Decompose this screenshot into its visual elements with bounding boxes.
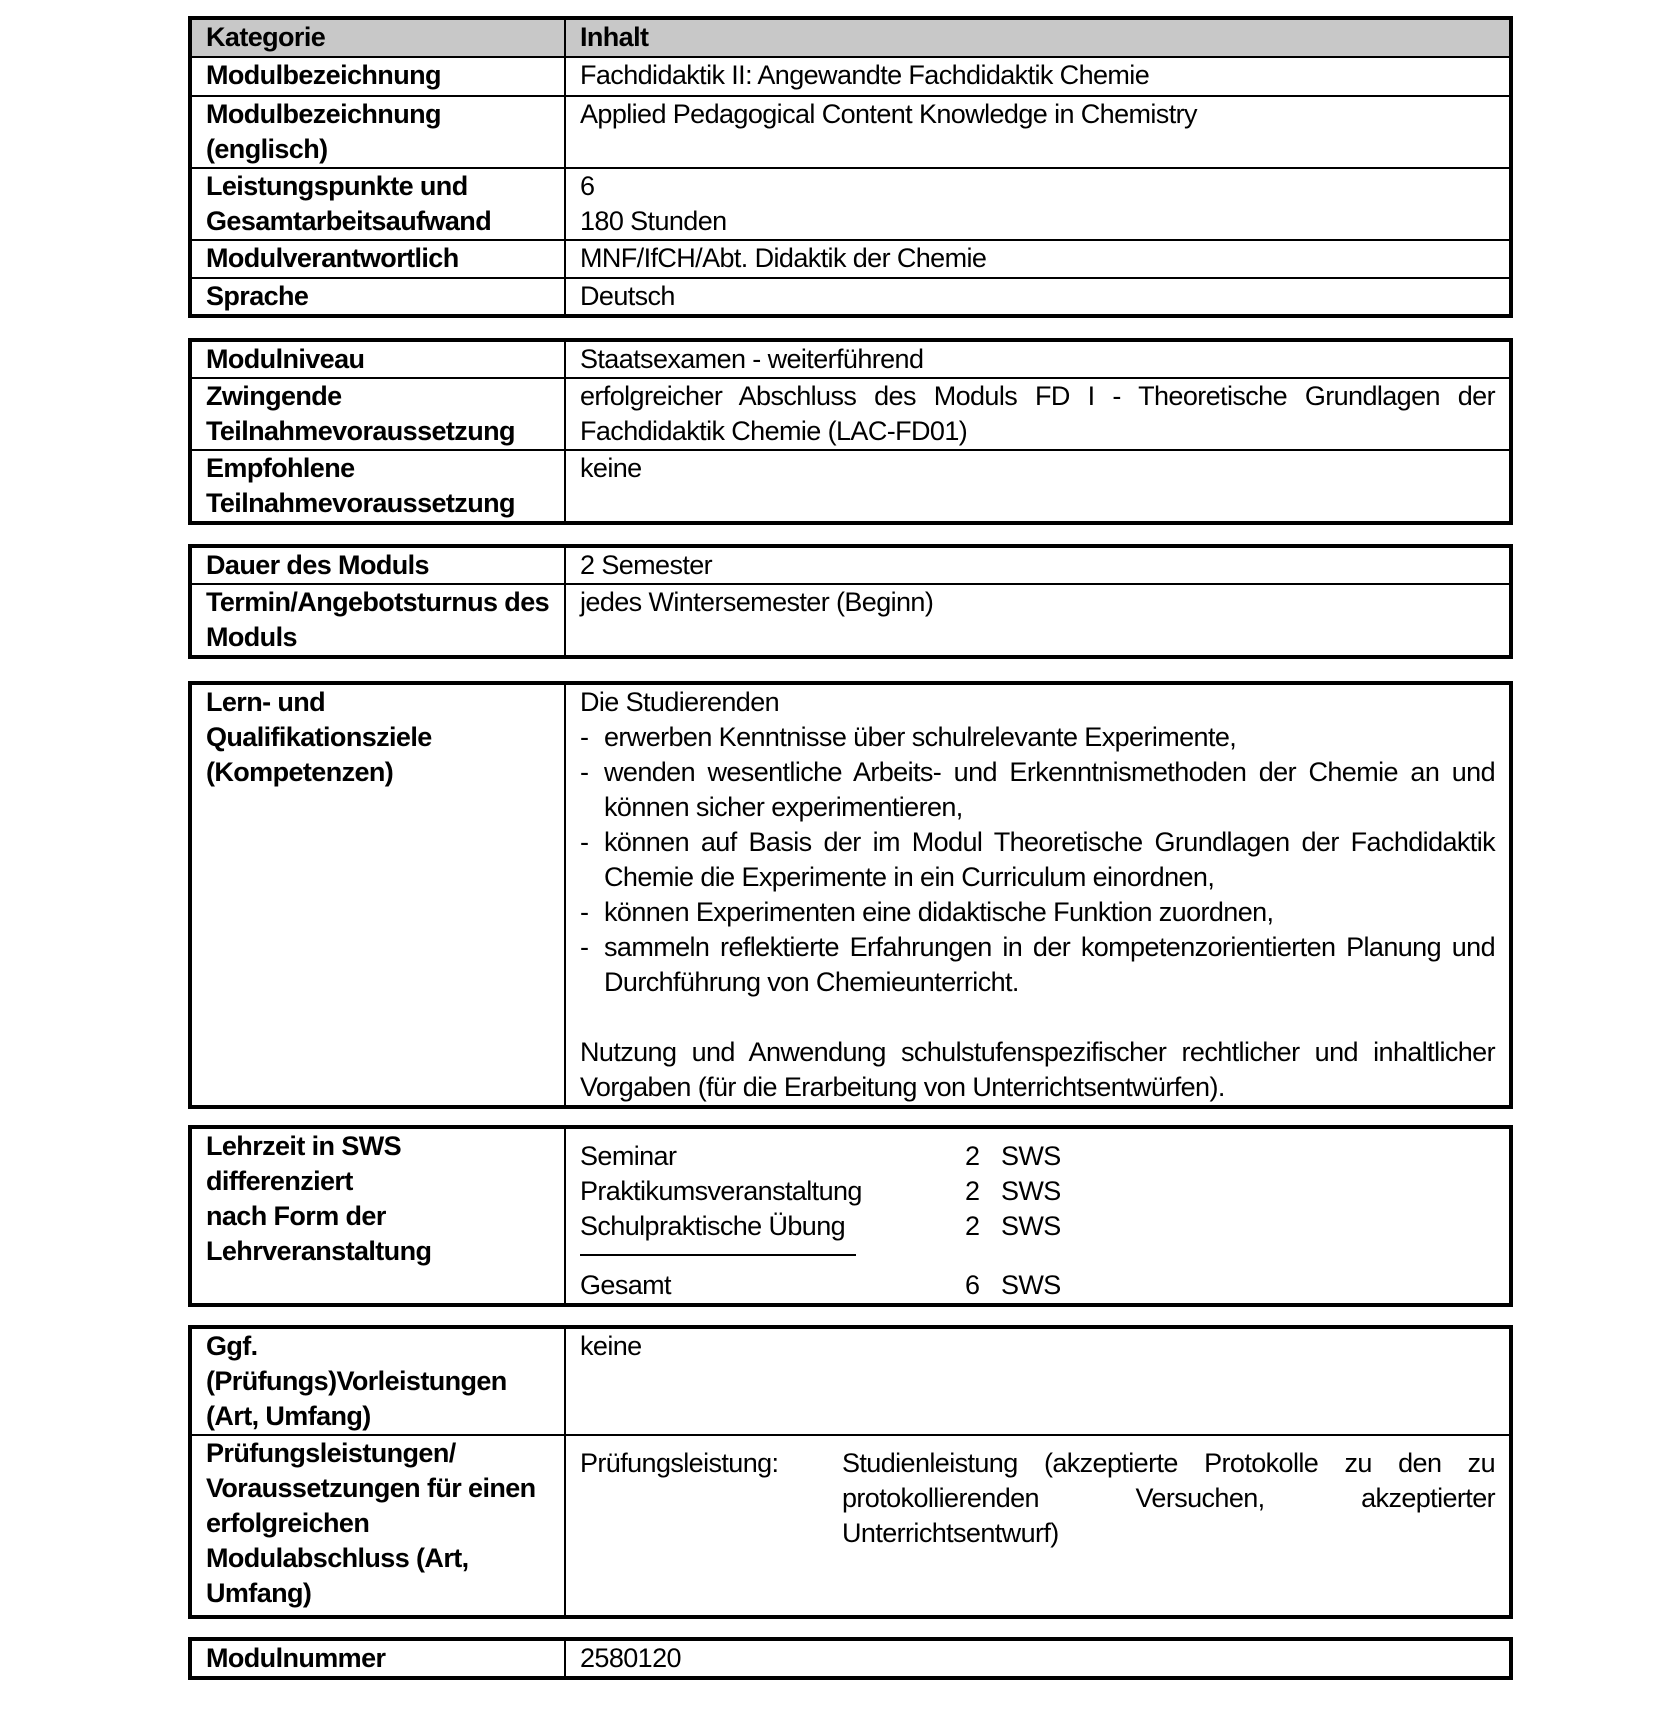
row-leistungspunkte [190, 168, 1511, 240]
row-sprache [190, 278, 1511, 316]
sws-row [580, 1139, 1495, 1174]
sws-unit: SWS [1001, 1141, 1061, 1171]
list-item [580, 825, 1495, 895]
lernziele-list [580, 720, 1495, 1000]
label-line: (Art, Umfang) [206, 1401, 371, 1431]
spacer [580, 1000, 1495, 1035]
sws-total-name: Gesamt [580, 1270, 671, 1300]
value-termin: jedes Wintersemester (Beginn) [565, 584, 1511, 657]
table-prerequisites [188, 338, 1513, 525]
row-modulverantwortlich [190, 240, 1511, 278]
sws-name: Schulpraktische Übung [580, 1211, 846, 1241]
label-pruefungsleistungen [190, 1435, 565, 1617]
list-item [580, 895, 1495, 930]
list-item [580, 930, 1495, 1000]
value-leistungspunkte [565, 168, 1511, 240]
sws-total-row [580, 1268, 1495, 1303]
value-line: 6 [580, 171, 595, 201]
label-line: Modulbezeichnung [206, 99, 441, 129]
pruefungsleistung-block [580, 1446, 1495, 1551]
label-modulbezeichnung: Modulbezeichnung [190, 57, 565, 96]
table-basic-info [188, 16, 1513, 318]
list-item-text: sammeln reflektierte Erfahrungen in der kompetenzorientierten Planung und Durchführung von Chemieunterricht. [604, 932, 1495, 997]
label-line: Empfohlene [206, 453, 355, 483]
value-empfohlene-voraussetzung: keine [565, 450, 1511, 523]
row-termin [190, 584, 1511, 657]
label-leistungspunkte [190, 168, 565, 240]
value-sprache: Deutsch [565, 278, 1511, 316]
row-modulbezeichnung [190, 57, 1511, 96]
row-lernziele [190, 683, 1511, 1107]
pruefungsleistung-text: Studienleistung (akzeptierte Protokolle zu den zu protokollierenden Versuchen, akzeptierter Unterrichtsentwurf) [842, 1448, 1495, 1548]
label-lehrzeit [190, 1127, 565, 1305]
table-duration [188, 544, 1513, 659]
sws-num: 2 [965, 1141, 980, 1171]
label-termin [190, 584, 565, 657]
sws-name: Praktikumsveranstaltung [580, 1176, 862, 1206]
row-pruefungsleistungen [190, 1435, 1511, 1617]
label-line: Termin/Angebotsturnus des [206, 587, 550, 617]
sws-total-unit: SWS [1001, 1270, 1061, 1300]
label-line: Modulabschluss (Art, [206, 1543, 469, 1573]
label-line: erfolgreichen [206, 1508, 370, 1538]
row-lehrzeit [190, 1127, 1511, 1305]
label-vorleistungen [190, 1327, 565, 1435]
list-item-text: können auf Basis der im Modul Theoretische Grundlagen der Fachdidaktik Chemie die Experimente in ein Curriculum einordnen, [604, 827, 1495, 892]
label-modulbezeichnung-englisch [190, 96, 565, 168]
sws-num: 2 [965, 1211, 980, 1241]
pruefungsleistung-label: Prüfungsleistung: [580, 1448, 779, 1478]
value-modulniveau: Staatsexamen - weiterführend [565, 340, 1511, 378]
dash-mark: - [580, 722, 589, 752]
table-modulnummer [188, 1637, 1513, 1680]
label-zwingende-voraussetzung [190, 378, 565, 450]
label-modulnummer: Modulnummer [190, 1639, 565, 1678]
sws-num: 2 [965, 1176, 980, 1206]
value-modulbezeichnung-englisch: Applied Pedagogical Content Knowledge in Chemistry [565, 96, 1511, 168]
label-line: Voraussetzungen für einen [206, 1473, 536, 1503]
header-inhalt: Inhalt [565, 18, 1511, 57]
label-line: Zwingende [206, 381, 342, 411]
table-teaching-hours [188, 1125, 1513, 1307]
label-line: Lehrzeit in SWS differenziert [206, 1131, 402, 1196]
label-line: Gesamtarbeitsaufwand [206, 206, 492, 236]
list-item-text: wenden wesentliche Arbeits- und Erkenntnismethoden der Chemie an und können sicher experimentieren, [604, 757, 1495, 822]
label-line: Ggf. [206, 1331, 258, 1361]
dash-mark: - [580, 897, 589, 927]
list-item [580, 755, 1495, 825]
value-vorleistungen: keine [565, 1327, 1511, 1435]
label-line: Umfang) [206, 1578, 312, 1608]
sws-row [580, 1174, 1495, 1209]
label-empfohlene-voraussetzung [190, 450, 565, 523]
row-vorleistungen [190, 1327, 1511, 1435]
dash-mark: - [580, 827, 589, 857]
list-item-text: können Experimenten eine didaktische Funktion zuordnen, [604, 897, 1274, 927]
value-modulnummer: 2580120 [565, 1639, 1511, 1678]
label-line: Teilnahmevoraussetzung [206, 416, 515, 446]
label-line: (englisch) [206, 134, 328, 164]
label-line: Lern- und Qualifikationsziele [206, 687, 432, 752]
dash-mark: - [580, 757, 589, 787]
value-modulbezeichnung: Fachdidaktik II: Angewandte Fachdidaktik Chemie [565, 57, 1511, 96]
label-line: Lehrveranstaltung [206, 1236, 432, 1266]
label-line: (Prüfungs)Vorleistungen [206, 1366, 507, 1396]
label-sprache: Sprache [190, 278, 565, 316]
sws-row [580, 1209, 1495, 1244]
value-modulverantwortlich: MNF/IfCH/Abt. Didaktik der Chemie [565, 240, 1511, 278]
label-line: Teilnahmevoraussetzung [206, 488, 515, 518]
value-lehrzeit [565, 1127, 1511, 1305]
list-item-text: erwerben Kenntnisse über schulrelevante Experimente, [604, 722, 1237, 752]
row-modulbezeichnung-englisch [190, 96, 1511, 168]
table-learning-goals [188, 681, 1513, 1109]
sws-unit: SWS [1001, 1211, 1061, 1241]
list-item [580, 720, 1495, 755]
label-line: Moduls [206, 622, 297, 652]
row-zwingende-voraussetzung [190, 378, 1511, 450]
lernziele-intro: Die Studierenden [580, 687, 780, 717]
table-examinations [188, 1325, 1513, 1619]
value-dauer: 2 Semester [565, 546, 1511, 584]
row-empfohlene-voraussetzung [190, 450, 1511, 523]
label-lernziele [190, 683, 565, 1107]
label-modulniveau: Modulniveau [190, 340, 565, 378]
label-line: nach Form der [206, 1201, 386, 1231]
label-dauer: Dauer des Moduls [190, 546, 565, 584]
dash-mark: - [580, 932, 589, 962]
label-line: Prüfungsleistungen/ [206, 1438, 456, 1468]
header-kategorie: Kategorie [190, 18, 565, 57]
sws-unit: SWS [1001, 1176, 1061, 1206]
row-modulniveau [190, 340, 1511, 378]
value-zwingende-voraussetzung: erfolgreicher Abschluss des Moduls FD I - Theoretische Grundlagen der Fachdidaktik Chemie (LAC-FD01) [565, 378, 1511, 450]
sws-separator-line [580, 1254, 856, 1256]
row-modulnummer [190, 1639, 1511, 1678]
value-pruefungsleistungen [565, 1435, 1511, 1617]
value-line: 180 Stunden [580, 206, 727, 236]
label-line: (Kompetenzen) [206, 757, 394, 787]
table-header-row [190, 18, 1511, 57]
row-dauer [190, 546, 1511, 584]
label-line: Leistungspunkte und [206, 171, 468, 201]
lernziele-closing: Nutzung und Anwendung schulstufenspezifischer rechtlicher und inhaltlicher Vorgaben (für die Erarbeitung von Unterrichtsentwürfen). [580, 1037, 1495, 1102]
value-lernziele [565, 683, 1511, 1107]
sws-total-num: 6 [965, 1270, 980, 1300]
label-modulverantwortlich: Modulverantwortlich [190, 240, 565, 278]
sws-name: Seminar [580, 1141, 677, 1171]
